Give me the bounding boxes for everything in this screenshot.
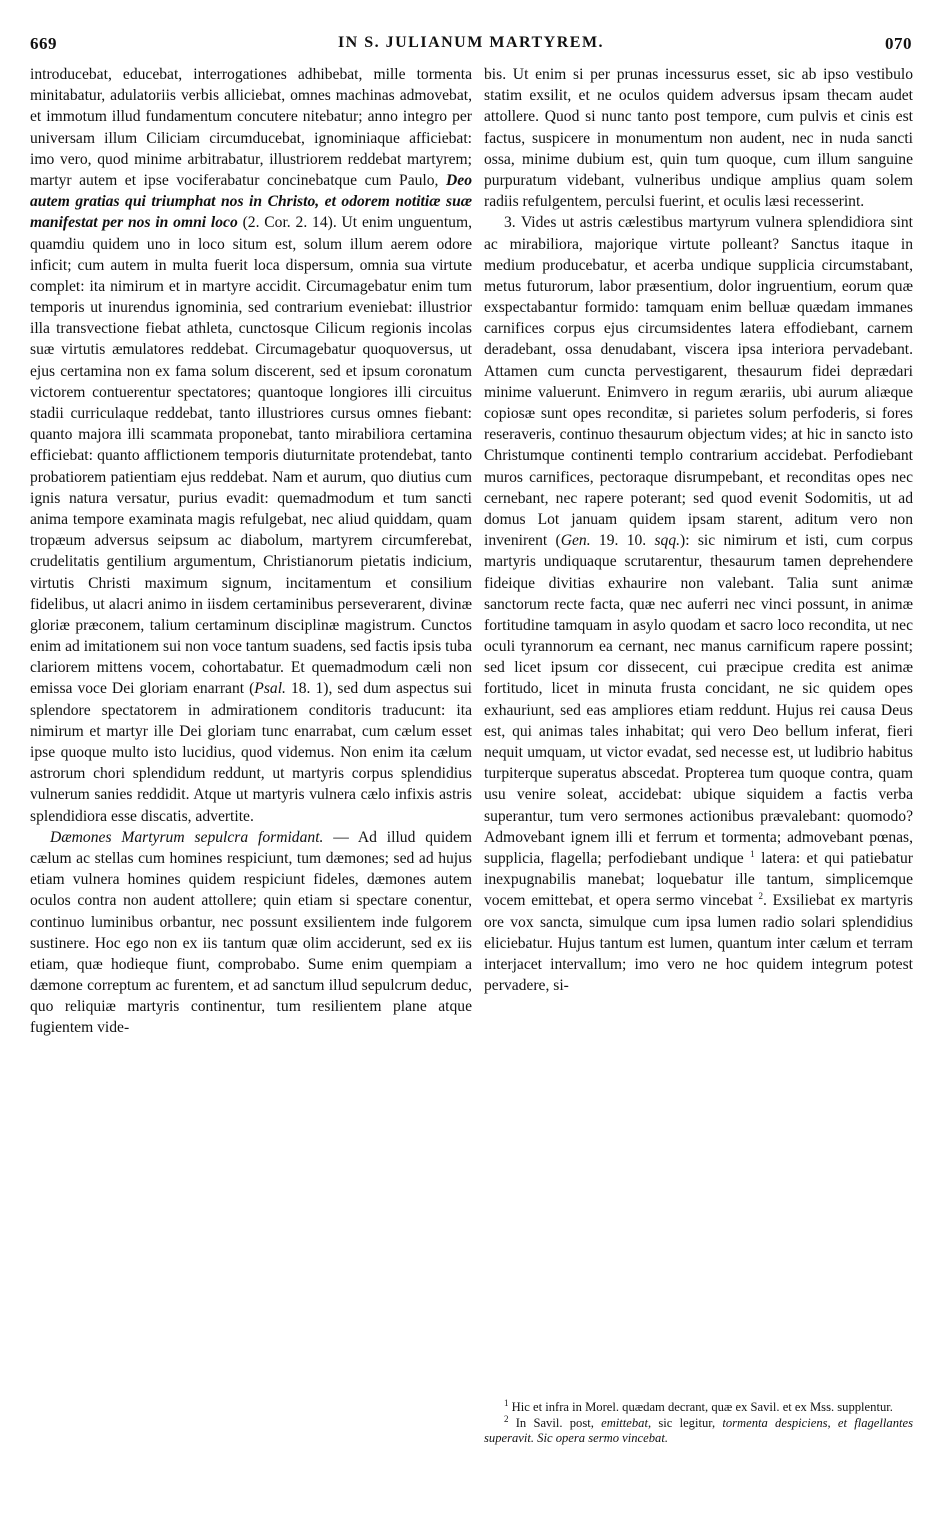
footnotes	[484, 1397, 913, 1447]
running-header	[30, 34, 912, 56]
page-number-left: 669	[30, 34, 57, 53]
right-column	[484, 64, 913, 996]
footnote-ref-1: 1	[750, 848, 755, 859]
page-number-right: 070	[885, 34, 912, 53]
running-title: IN S. JULIANUM MARTYREM.	[337, 34, 605, 51]
section-heading: Dæmones Martyrum sepulcra formidant.	[50, 828, 324, 846]
paragraph-continued: introducebat, educebat, interrogationes adhibebat, mille tormenta minitabatur, adulatoriis verbis alliciebat, omnes machinas admovebat, et immotum illud fundamentum concutere nitebatur; anno integro per universam illum Ciliciam circumducebat, ignominiaque afficiebat: imo vero, quod minime arbitrabatur, illustriorem reddebat martyrem; martyr autem et ipse vociferabatur concinebatque cum Paulo, Deo autem gratias qui triumphat nos in Christo, et odorem notitiæ suæ manifestat per nos in omni loco (2. Cor. 2. 14). Ut enim unguentum, quamdiu quidem uno in loco situm est, solum illum aerem odore inficit; cum autem in multa fuerit loca dispersum, omnia sua virtute complet: ita nimirum et in martyre accidit. Circumagebatur enim tum temporis ut inurendus ignominia, sed contrarium eveniebat: illustrior illa transvectione fiebat athleta, cunctosque Cilicum regionis incolas suæ virtutis æmulatores reddebat. Circumagebatur quoquoversus, ut ejus certamina non ex fama solum discerent, sed et ipsum coronatum victorem contuerentur spectatores; quantoque longiores illi circuitus stadii curriculaque reddebat, tanto illustriores cursus omnes fiebant: quanto majora illi scammata proponebat, tanto mirabiliora certamina efficiebat: quanto afflictionem temporis diuturnitate protendebat, tanto probatiorem patientiam ejus reddebat. Nam et aurum, quo diutius cum ignis natura versatur, purius evadit: quemadmodum et tum sancti anima tempore examinata magis refulgebat, nec aliud quiddam, quam tropæum adversus seipsum ac diabolum, martyrem circumferebat, crudelitatis gentilium argumentum, Christianorum pietatis indicium, virtutis Christi maximum signum, incitamentum et consilium fidelibus, ut alacri animo in iisdem certaminibus perseverarent, divinæ gloriæ præconem, talium certaminum disciplinæ magistrum. Cunctos enim ad imitationem sui non voce tantum suadens, sed factis ipsis tuba clariorem mittens vocem, cohortabatur. Et quemadmodum cæli non emissa voce Dei gloriam enarrant (Psal. 18. 1), sed dum aspectus sui splendore spectatorem in admirationem conditoris traducunt: ita nimirum et martyr ille Dei gloriam tunc enarrabat, cum cælum esset ipse quoque multo isto lucidius, quod videmus. Non enim ita cælum astrorum chori splendidum reddunt, ut martyris corpus splendidius vulnerum sanies reddidit. Atque ut martyris vulnera cælo infixis astris splendidiora esse discatis, advertite.	[30, 66, 472, 825]
paragraph-3: 3. Vides ut astris cælestibus martyrum vulnera splendidiora sint ac mirabiliora, majorique virtute polleant? Sanctus itaque in medium producebatur, et acerba undique supplicia circumstabant, metus futurorum, labor præsentium, dolor ingruentium, eorum quæ exspectabantur formido: tamquam enim belluæ quædam immanes carnifices corpus ejus circumsidentes latera effodiebant, carnem deradebant, ossa denudabant, viscera ipsa interiora pervadebant. Attamen cum cuncta pervestigarent, thesaurum fidei deprædari minime valuerunt. Enimvero in regum ærariis, ubi aurum aliæque copiosæ sunt opes reconditæ, si parietes solum perfoderis, si fores reseraveris, continuo thesaurum objectum vides; at hic in sancto isto Christumque continenti templo contrarium accidebat. Perfodiebant muros carnifices, pectoraque disrumpebant, et reconditas opes nec cernebant, nec rapere poterant; sed quod evenit Sodomitis, ut ad domus Lot januam quidem ipsam starent, aditum vero non invenirent (Gen. 19. 10. sqq.): sic nimirum et isti, cum corpus martyris undiquaque scrutarentur, thesaurum tamen deprehendere fideique divitias exhaurire non valebant. Talia sunt animæ sanctorum recte facta, quæ nec auferri nec vinci possunt, in animæ fortitudine tamquam in asylo quodam et sacro loco recondita, ut nec oculi tyrannorum ea cernant, nec manus carnificum rapere possint; sed licet ipsum cor dissecent, cui præcipue credita est animæ fortitudo, licet in minuta frusta concidant, ne sic quidem opes exhauriunt, sed eas ampliores etiam reddunt. Hujus rei causa Deus est, qui animas tales inhabitat; qui vero Deo bellum inferat, fieri nequit umquam, ut victor evadat, sed necesse est, ut ludibrio habitus turpiterque superatus abscedat. Propterea tum quoque contra, quam usu venire soleat, accidebat: ubique siquidem a factis verba superantur, tum vero sermones actionibus prævalebant: quomodo? Admovebant ignem illi et ferrum et tormenta; admovebant pœnas, supplicia, flagella; perfodiebant undique $^1$ latera: et qui patiebatur inexpugnabilis manebat; loquebatur ille tantum, simplicemque vocem emittebat, et opera sermo vincebat $^2$. Exsiliebat ex martyris ore vox sancta, simulque cum ipsa lumen radio solari splendidius eliciebatur. Hujus tantum est lumen, quantum inter cælum et terram interjacet intervallum; imo vero ne hoc quidem integrum potest pervadere, si-	[484, 214, 914, 995]
scripture-ref-gen: Gen.	[560, 532, 591, 550]
footnote-2: $^2$ In Savil. post, emittebat, sic legitur, tormenta despiciens, et flagellantes superavit. Sic opera sermo vincebat.	[484, 1413, 913, 1445]
footnote-1: $^1$ Hic et infra in Morel. quædam decrant, quæ ex Savil. et ex Mss. supplentur.	[504, 1397, 893, 1414]
scripture-ref: Psal.	[254, 680, 286, 698]
paragraph-continued-right: bis. Ut enim si per prunas incessurus esset, sic ab ipso vestibulo statim exsilit, et ne oculos quidem adversus ipsam thecam audet attollere. Quod si nunc tanto post tempore, cum pulvis et cinis est factus, suspicere in monumentum non audent, nec in nuda sancti ossa, minime dubium est, quin tum quoque, cum illum sanguine purpuratum videbant, vulneribus undique amplius quam solem radiis refulgentem, perculsi fuerint, et oculis læsi recesserint.	[484, 66, 913, 211]
footnote-ref-2: 2	[758, 891, 763, 902]
left-column	[30, 64, 472, 1039]
scripture-quote: Deo autem gratias qui triumphat nos in Christo, et odorem notitiæ suæ manifestat per nos in omni loco	[30, 171, 472, 232]
paragraph-daemones: Dæmones Martyrum sepulcra formidant. — Ad illud quidem cælum ac stellas cum homines respiciunt, tum dæmones; sed ad hujus etiam vulnera homines quidem respiciunt fideles, dæmones autem oculos contra non audent attollere; quin etiam si spectare conentur, continuo luminibus orbantur, nec possunt exsilientem inde fulgorem sustinere. Hoc ego non ex iis tantum quæ olim acciderunt, sed ex iis etiam, quæ hodieque fiunt, comprobabo. Sume enim quempiam a dæmone correptum ac furentem, et ad sanctum illud sepulcrum deduc, quo reliquiæ martyris continentur, tum resilientem plane atque fugientem vide-	[30, 828, 472, 1037]
